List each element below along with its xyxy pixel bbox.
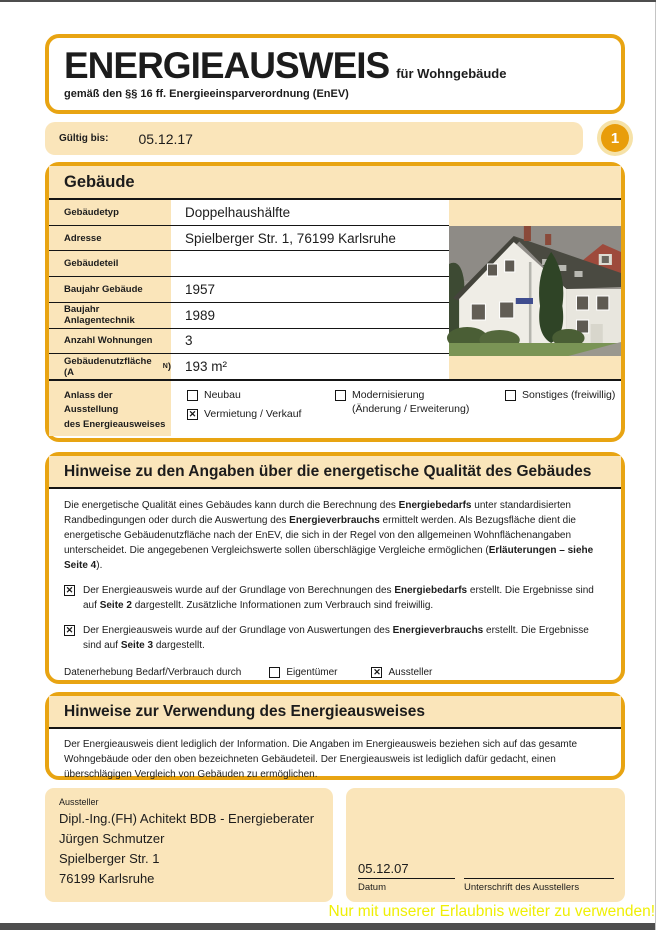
quality-intro-paragraph: Die energetische Qualität eines Gebäudes kann durch die Berechnung des Energiebedarfs unter standardisierten Randbedingungen oder durch die Auswertung des Energieverbrauchs ermittelt werden. Als Bezugsfläche dient die energetische Gebäudenutzfläche nach der EnEV, die sich in der Regel von den allgemeinen Wohnflächenangaben unterscheidet. Die angegebenen Vergleichswerte sollen überschlägige Vergleiche ermöglichen (Erläuterungen – siehe Seite 4). (64, 500, 594, 571)
label-text: Gebäudenutzfläche (A (64, 355, 152, 378)
checkbox-vermietung-icon[interactable]: ✕ (188, 408, 197, 419)
occasion-options (171, 381, 621, 436)
option-aussteller-label: Aussteller (388, 667, 433, 678)
issuer-line-title: Dipl.-Ing.(FH) Achitekt BDB - Energieberater (59, 811, 315, 826)
table-row (49, 354, 449, 379)
signature-value (464, 861, 614, 878)
quality-item-bedarf (64, 583, 607, 613)
row-value-anzahl-wohnungen: 3 (171, 329, 449, 354)
section-gebaeude (45, 162, 625, 442)
label-suffix: ) (167, 361, 171, 373)
document-title-suffix: für Wohngebäude (396, 66, 507, 81)
option-modernisierung-line1: Modernisierung (352, 389, 425, 401)
row-label-gebaeudenutzflaeche (49, 354, 171, 379)
section-hinweise-angaben (45, 452, 625, 684)
table-row (49, 329, 449, 355)
row-value-gebaeudetyp: Doppelhaushälfte (171, 200, 449, 225)
section-hinweise-verwendung (45, 692, 625, 780)
building-photo-column (449, 200, 621, 379)
option-modernisierung (335, 389, 505, 416)
document-title: ENERGIEAUSWEIS (64, 45, 390, 86)
occasion-label-line1: Anlass der Ausstellung (64, 390, 119, 416)
option-neubau-label: Neubau (204, 389, 241, 401)
issuer-line-name: Jürgen Schmutzer (59, 831, 165, 847)
document-regulation-subtitle: gemäß den §§ 16 ff. Energieeinsparverordnung (EnEV) (64, 88, 349, 100)
section-hinweise-verwendung-title: Hinweise zur Verwendung des Energieausweises (49, 696, 621, 729)
row-label-baujahr-anlagentechnik: Baujahr Anlagentechnik (49, 303, 171, 328)
building-data-area (49, 200, 621, 381)
date-label: Datum (358, 882, 386, 893)
checkbox-modernisierung-icon[interactable] (335, 390, 346, 401)
row-label-gebaeudetyp: Gebäudetyp (49, 200, 171, 225)
row-value-adresse: Spielberger Str. 1, 76199 Karlsruhe (171, 226, 449, 251)
validity-value: 05.12.17 (138, 130, 193, 147)
row-value-baujahr-anlagentechnik: 1989 (171, 303, 449, 328)
data-collection-label: Datenerhebung Bedarf/Verbrauch durch (64, 667, 242, 678)
quality-item-verbrauch-text: Der Energieausweis wurde auf der Grundlage von Auswertungen des Energieverbrauchs erstellt. Die Ergebnisse sind auf Seite 3 dargestellt. (83, 625, 589, 651)
signature-fields (358, 861, 614, 893)
issuer-box (45, 788, 333, 902)
page-number-badge (597, 120, 633, 156)
label-subscript: N (162, 363, 168, 371)
checkbox-neubau-icon[interactable] (187, 390, 198, 401)
option-eigentuemer-label: Eigentümer (286, 667, 338, 678)
row-label-anzahl-wohnungen: Anzahl Wohnungen (49, 329, 171, 354)
validity-bar (45, 122, 583, 155)
bottom-bar (0, 923, 656, 930)
option-modernisierung-line2: (Änderung / Erweiterung) (352, 402, 470, 415)
signature-underline (464, 878, 614, 879)
data-collection-row (64, 665, 607, 680)
option-vermietung-label: Vermietung / Verkauf (204, 407, 302, 420)
option-eigentuemer (269, 666, 337, 679)
building-rows (49, 200, 449, 379)
checkbox-bedarf-icon[interactable]: ✕ (65, 585, 74, 595)
occasion-row (49, 381, 621, 436)
table-row (49, 226, 449, 252)
table-row (49, 200, 449, 226)
row-value-baujahr-gebaeude: 1957 (171, 277, 449, 302)
issuer-label: Aussteller (59, 797, 99, 807)
validity-row (45, 122, 640, 156)
signature-field (464, 861, 614, 893)
building-photo (449, 226, 621, 356)
table-row (49, 303, 449, 329)
title-box (45, 34, 625, 114)
quality-item-verbrauch (64, 623, 607, 653)
issuer-row (45, 788, 625, 902)
option-modernisierung-label (352, 389, 469, 416)
quality-item-bedarf-text: Der Energieausweis wurde auf der Grundlage von Berechnungen des Energiebedarfs erstellt. Die Ergebnisse sind auf Seite 2 dargestellt. Zusätzliche Informationen zum Verbrauch sind freiwillig. (83, 585, 594, 611)
page-number: 1 (601, 124, 629, 152)
row-label-gebaeudeteil: Gebäudeteil (49, 251, 171, 276)
option-sonstiges (505, 389, 621, 403)
issuer-line-city: 76199 Karlsruhe (59, 871, 155, 887)
occasion-label-line2: des Energieausweises (64, 418, 166, 430)
option-aussteller (371, 666, 432, 679)
section-gebaeude-title: Gebäude (49, 166, 621, 200)
row-value-gebaeudenutzflaeche: 193 m² (171, 354, 449, 379)
checkbox-aussteller-icon[interactable]: ✕ (373, 667, 381, 677)
option-vermietung-verkauf (187, 408, 335, 422)
checkbox-verbrauch-icon[interactable]: ✕ (65, 625, 74, 635)
occasion-column-3 (505, 389, 621, 436)
occasion-label (49, 381, 171, 436)
watermark-notice: Nur mit unserer Erlaubnis weiter zu verwenden! (328, 903, 655, 920)
date-field (358, 861, 455, 893)
signature-label: Unterschrift des Ausstellers (464, 882, 580, 893)
quality-content (49, 489, 621, 707)
option-neubau (187, 389, 335, 403)
title-line (64, 47, 621, 84)
usage-text: Der Energieausweis dient lediglich der Information. Die Angaben im Energieausweis beziehen sich auf das gesamte Wohngebäude oder den oben bezeichneten Gebäudeteil. Der Energieausweis ist lediglich dafür gedacht, einen überschlägigen Vergleich von Gebäuden zu ermöglichen. (64, 739, 578, 780)
date-value: 05.12.07 (358, 861, 409, 876)
occasion-column-2 (335, 389, 505, 436)
validity-label: Gültig bis: (59, 133, 109, 144)
option-sonstiges-label: Sonstiges (freiwillig) (522, 389, 616, 401)
table-row (49, 277, 449, 303)
row-value-gebaeudeteil (171, 251, 449, 276)
checkbox-eigentuemer-icon[interactable] (269, 667, 280, 678)
checkbox-sonstiges-icon[interactable] (505, 390, 516, 401)
row-label-adresse: Adresse (49, 226, 171, 251)
issuer-line-street: Spielberger Str. 1 (59, 851, 160, 867)
occasion-column-1 (187, 389, 335, 436)
table-row (49, 251, 449, 277)
row-label-baujahr-gebaeude: Baujahr Gebäude (49, 277, 171, 302)
signature-box (346, 788, 625, 902)
date-underline (358, 878, 455, 879)
section-hinweise-angaben-title: Hinweise zu den Angaben über die energetische Qualität des Gebäudes (49, 456, 621, 489)
